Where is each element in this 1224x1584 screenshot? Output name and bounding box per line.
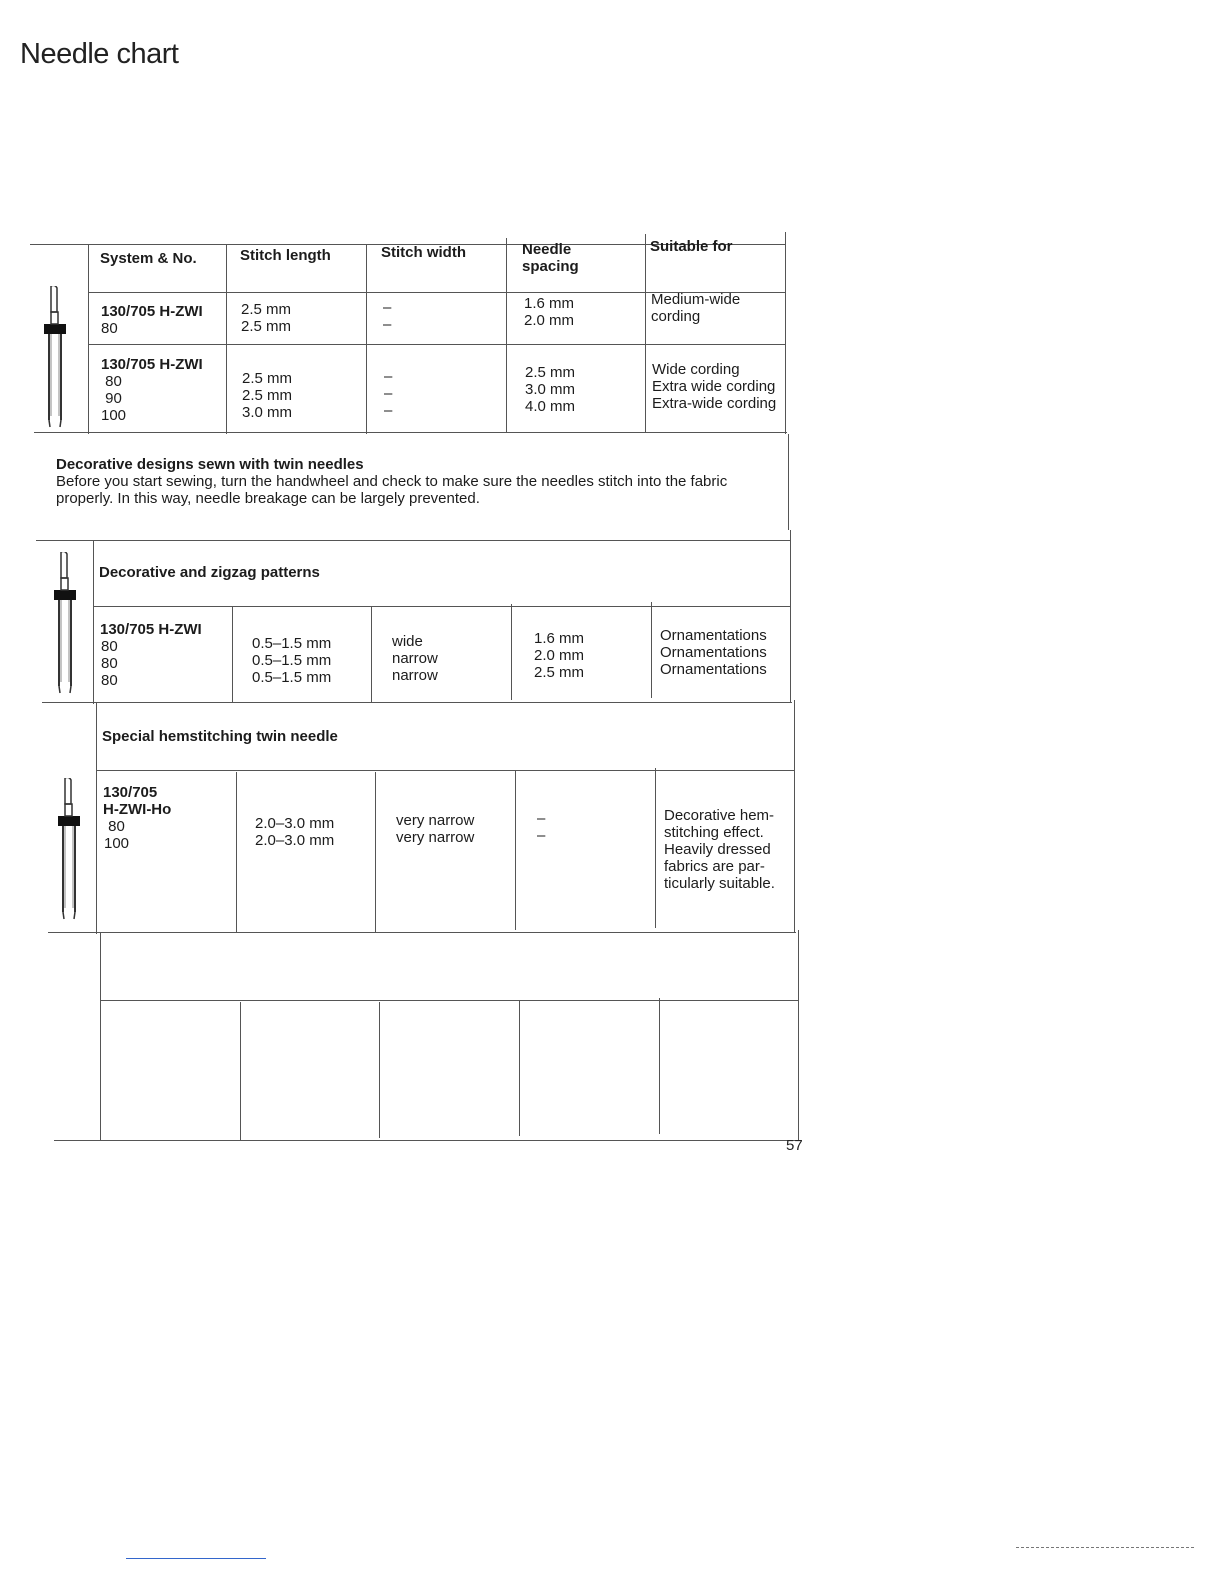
header-needle-spacing-line2: spacing	[522, 258, 579, 275]
t3-system: 130/705 H-ZWI-Ho	[103, 784, 172, 818]
page-number: 57	[786, 1137, 803, 1154]
twin-needle-icon	[40, 286, 70, 428]
row2-suitable-for: Wide cording Extra wide cording Extra-wide cording	[652, 361, 777, 412]
row2-system: 130/705 H-ZWI	[101, 356, 203, 373]
decorative-note-body: Before you start sewing, turn the handwheel and check to make sure the needles stitch into the fabric properly. In this way, needle breakage can be largely prevented.	[56, 473, 728, 507]
t3-stitch-width: very narrow very narrow	[396, 812, 475, 846]
page-title: Needle chart	[20, 38, 179, 70]
row2-stitch-width: – – –	[384, 368, 393, 419]
row1-suitable-for: Medium-wide cording	[651, 291, 741, 325]
scan-mark-right	[1016, 1547, 1194, 1548]
header-stitch-width: Stitch width	[381, 244, 466, 261]
decorative-note-heading: Decorative designs sewn with twin needles	[56, 456, 364, 473]
row1-sizes: 80	[101, 320, 118, 337]
t2-stitch-length: 0.5–1.5 mm 0.5–1.5 mm 0.5–1.5 mm	[252, 635, 332, 686]
row2-sizes: 80 90 100	[101, 373, 127, 424]
hemstitching-title: Special hemstitching twin needle	[102, 728, 338, 745]
row1-stitch-length: 2.5 mm 2.5 mm	[241, 301, 292, 335]
decorative-zigzag-title: Decorative and zigzag patterns	[99, 564, 320, 581]
header-stitch-length: Stitch length	[240, 247, 331, 264]
header-needle-spacing-line1: Needle	[522, 241, 572, 258]
row1-needle-spacing: 1.6 mm 2.0 mm	[524, 295, 575, 329]
t2-suitable-for: Ornamentations Ornamentations Ornamentations	[660, 627, 767, 678]
twin-needle-icon	[50, 552, 80, 694]
t2-system: 130/705 H-ZWI	[100, 621, 202, 638]
row2-needle-spacing: 2.5 mm 3.0 mm 4.0 mm	[525, 364, 576, 415]
row1-stitch-width: – –	[383, 299, 392, 333]
t3-suitable-for: Decorative hem- stitching effect. Heavily dressed fabrics are par- ticularly suitable.	[664, 807, 775, 892]
row2-stitch-length: 2.5 mm 2.5 mm 3.0 mm	[242, 370, 293, 421]
t2-stitch-width: wide narrow narrow	[392, 633, 438, 684]
scan-mark-left	[126, 1558, 266, 1559]
twin-needle-icon	[54, 778, 84, 920]
t3-needle-spacing: – –	[537, 810, 546, 844]
t2-sizes: 80 80 80	[101, 638, 118, 689]
t3-sizes: 80 100	[104, 818, 130, 852]
t3-stitch-length: 2.0–3.0 mm 2.0–3.0 mm	[255, 815, 335, 849]
t2-needle-spacing: 1.6 mm 2.0 mm 2.5 mm	[534, 630, 585, 681]
header-system: System & No.	[100, 250, 197, 267]
row1-system: 130/705 H-ZWI	[101, 303, 203, 320]
header-suitable-for: Suitable for	[650, 238, 733, 255]
